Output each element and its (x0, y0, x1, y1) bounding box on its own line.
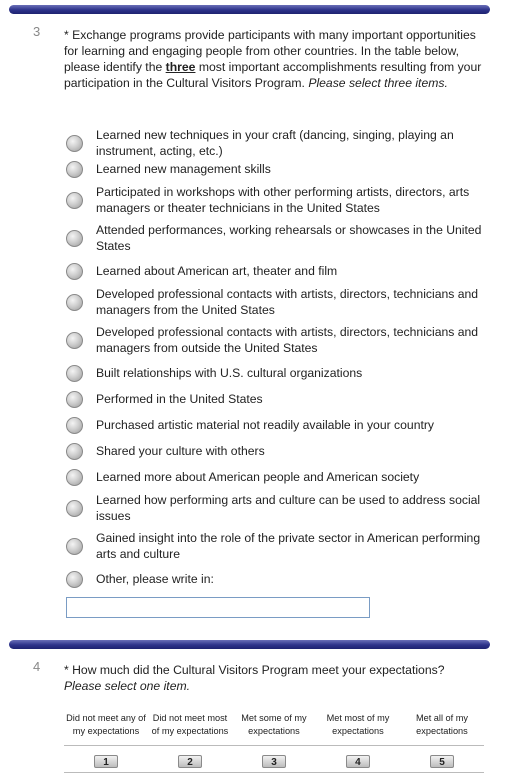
option-row[interactable] (66, 324, 486, 356)
option-row[interactable] (66, 415, 486, 435)
option-row[interactable] (66, 184, 486, 216)
radio-button[interactable] (66, 135, 83, 152)
scale-label: Did not meet any of my expectations (66, 713, 146, 736)
option-row[interactable] (66, 467, 486, 487)
option-label: Learned new management skills (96, 162, 271, 176)
radio-button[interactable] (66, 469, 83, 486)
prompt-text: * How much did the Cultural Visitors Program meet your expectations? (64, 663, 445, 677)
radio-button[interactable] (66, 417, 83, 434)
prompt-lead: * Exchange programs provide participants with many important opportunities for learning and engaging people from other countries. In the table below, please identify the (64, 28, 476, 74)
option-label: Developed professional contacts with artists, directors, technicians and managers from outside the United States (96, 325, 479, 355)
rating-scale (64, 705, 484, 771)
radio-button[interactable] (66, 500, 83, 517)
section-divider-top (9, 5, 490, 14)
section-divider (9, 640, 490, 649)
radio-button[interactable] (66, 365, 83, 382)
question-number: 3 (33, 24, 41, 39)
question-prompt (64, 27, 484, 91)
radio-button[interactable] (66, 294, 83, 311)
question-prompt (64, 662, 484, 694)
prompt-instruction: Please select one item. (64, 679, 191, 693)
radio-button[interactable] (66, 263, 83, 280)
scale-label: Met most of my expectations (326, 713, 390, 736)
radio-button[interactable] (66, 391, 83, 408)
option-label: Developed professional contacts with artists, directors, technicians and managers from the United States (96, 287, 479, 317)
scale-bottom-rule (64, 772, 484, 773)
option-label: Shared your culture with others (96, 444, 265, 458)
rating-button-1[interactable]: 1 (94, 755, 118, 768)
prompt-emphasis: three (165, 60, 196, 74)
option-row[interactable] (66, 222, 486, 254)
option-label: Purchased artistic material not readily available in your country (96, 418, 435, 432)
option-label: Attended performances, working rehearsals or showcases in the United States (96, 223, 482, 253)
rating-button-3[interactable]: 3 (262, 755, 286, 768)
option-label: Learned how performing arts and culture can be used to address social issues (96, 493, 481, 523)
option-row[interactable] (66, 389, 486, 409)
option-row-other[interactable] (66, 569, 486, 589)
option-row[interactable] (66, 286, 486, 318)
rating-button-4[interactable]: 4 (346, 755, 370, 768)
radio-button[interactable] (66, 192, 83, 209)
radio-button[interactable] (66, 538, 83, 555)
radio-button[interactable] (66, 161, 83, 178)
option-row[interactable] (66, 127, 486, 159)
option-row[interactable] (66, 363, 486, 383)
option-row[interactable] (66, 159, 486, 179)
option-label: Performed in the United States (96, 392, 263, 406)
option-row[interactable] (66, 441, 486, 461)
rating-button-2[interactable]: 2 (178, 755, 202, 768)
option-row[interactable] (66, 492, 486, 524)
option-label: Learned more about American people and American society (96, 470, 420, 484)
radio-button[interactable] (66, 332, 83, 349)
prompt-tail: most important accomplishments resulting from your participation in the Cultural Visitors Program. (64, 60, 482, 90)
scale-label: Did not meet most of my expectations (151, 713, 229, 736)
option-row[interactable] (66, 261, 486, 281)
question-number: 4 (33, 659, 41, 674)
scale-label: Met some of my expectations (241, 713, 307, 736)
other-write-in-field[interactable] (66, 597, 370, 618)
option-label: Other, please write in: (96, 572, 214, 586)
rating-button-5[interactable]: 5 (430, 755, 454, 768)
option-row[interactable] (66, 530, 486, 562)
option-label: Learned about American art, theater and film (96, 264, 338, 278)
option-label: Built relationships with U.S. cultural organizations (96, 366, 363, 380)
option-label: Learned new techniques in your craft (dancing, singing, playing an instrument, acting, etc.) (96, 128, 454, 158)
prompt-instruction: Please select three items. (308, 76, 448, 90)
radio-button[interactable] (66, 230, 83, 247)
option-label: Gained insight into the role of the private sector in American performing arts and culture (96, 531, 481, 561)
radio-button[interactable] (66, 443, 83, 460)
radio-button[interactable] (66, 571, 83, 588)
scale-label: Met all of my expectations (415, 713, 469, 736)
option-label: Participated in workshops with other performing artists, directors, arts managers or theater technicians in the United States (96, 185, 470, 215)
